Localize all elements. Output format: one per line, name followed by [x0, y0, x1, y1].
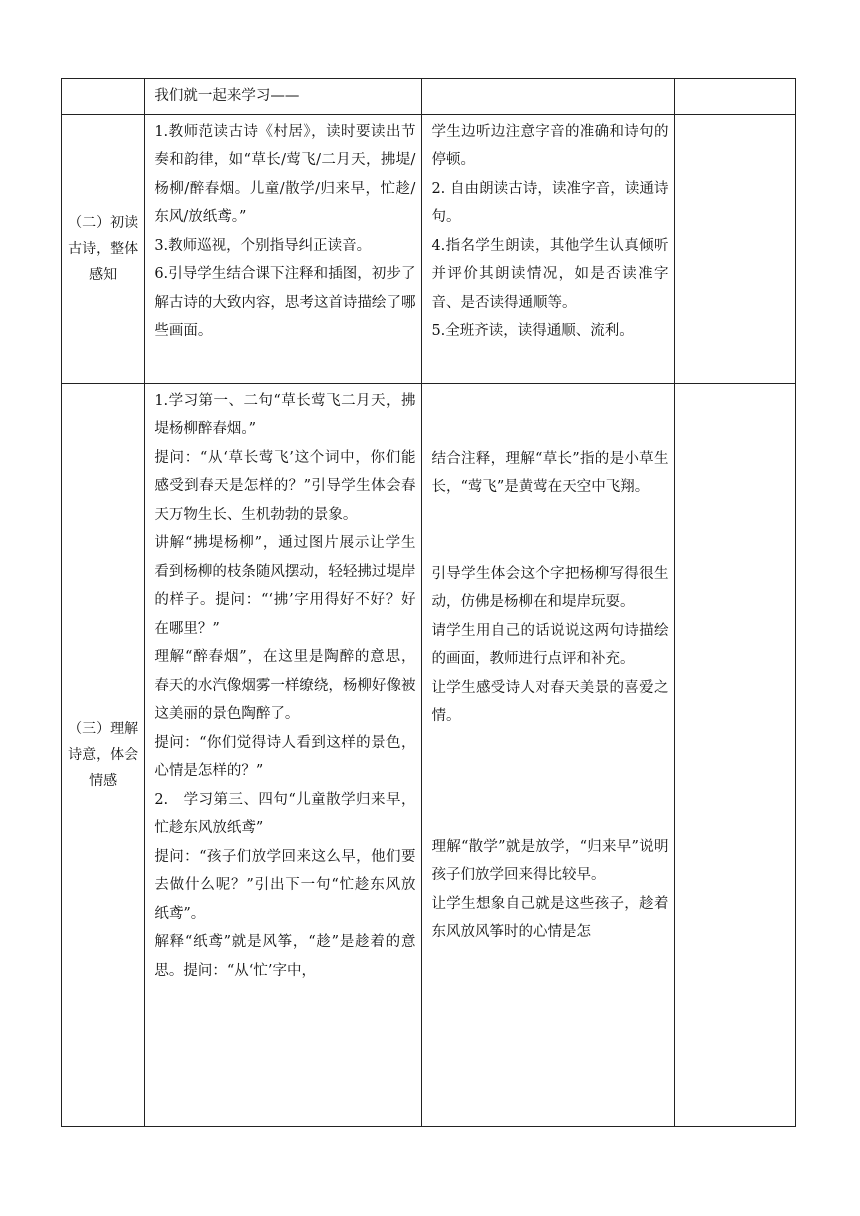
- teacher-activity-text: 1.学习第一、二句“草长莺飞二月天，拂堤杨柳醉春烟。”: [154, 392, 416, 437]
- stage-cell: [62, 383, 145, 1127]
- student-activity-text: 让学生感受诗人对春天美景的喜爱之情。: [431, 679, 669, 724]
- student-activity-cell: [422, 114, 675, 383]
- teacher-activity-cell: [145, 79, 422, 115]
- student-activity-text: 请学生用自己的话说说这两句诗描绘的画面，教师进行点评和补充。: [431, 622, 669, 667]
- student-activity-text: 学生边听边注意字音的准确和诗句的停顿。: [431, 123, 669, 168]
- teacher-activity-text: 3.教师巡视，个别指导纠正读音。: [154, 237, 372, 254]
- stage-label: （二）初读古诗，整体感知: [68, 214, 139, 283]
- teacher-activity-text: 6.引导学生结合课下注释和插图，初步了解古诗的大致内容，思考这首诗描绘了哪些画面。: [154, 266, 416, 339]
- student-activity-cell: [422, 383, 675, 1127]
- teacher-activity-text: 解释“纸鸢”就是风筝，“趁”是趁着的意思。提问：“从‘忙’字中，: [154, 934, 416, 979]
- stage-cell: [62, 79, 145, 115]
- student-activity-text: 让学生想象自己就是这些孩子，趁着东风放风筝时的心情是怎: [431, 895, 669, 940]
- spacer: [431, 387, 668, 445]
- student-activity-text: 理解“散学”就是放学，“归来早”说明孩子们放学回来得比较早。: [431, 838, 669, 883]
- teacher-activity-text: 提问：“从‘草长莺飞’这个词中，你们能感受到春天是怎样的？”引导学生体会春天万物生长、生机勃勃的景象。: [154, 449, 416, 523]
- teacher-activity-text: 理解“醉春烟”，在这里是陶醉的意思，春天的水汽像烟雾一样缭绕，杨柳好像被这美丽的景色陶醉了。: [154, 649, 416, 722]
- spacer: [431, 731, 668, 833]
- lesson-plan-table: [61, 78, 796, 1127]
- teacher-activity-text: 1.教师范读古诗《村居》，读时要读出节奏和韵律，如“草长/莺飞/二月天，拂堤/杨柳/醉春烟。儿童/散学/归来早，忙趁/东风/放纸鸢。”: [154, 123, 416, 225]
- student-activity-cell: [422, 79, 675, 115]
- teacher-activity-text: 提问：“你们觉得诗人看到这样的景色，心情是怎样的？”: [154, 734, 416, 779]
- teacher-activity-text: 我们就一起来学习——: [154, 88, 300, 104]
- note-cell: [675, 114, 796, 383]
- stage-cell: [62, 114, 145, 383]
- table-row: [62, 383, 796, 1127]
- teacher-activity-text: 提问：“孩子们放学回来这么早，他们要去做什么呢？”引出下一句“忙趁东风放纸鸢”。: [154, 848, 416, 922]
- note-cell: [675, 383, 796, 1127]
- stage-label: （三）理解诗意，体会情感: [68, 720, 139, 789]
- teacher-activity-text: 讲解“拂堤杨柳”，通过图片展示让学生看到杨柳的枝条随风摆动，轻轻拂过堤岸的样子。提问：“‘拂’字用得好不好？好在哪里？”: [154, 535, 416, 637]
- teacher-activity-cell: [145, 114, 422, 383]
- student-activity-text: 5.全班齐读，读得通顺、流利。: [431, 323, 634, 339]
- note-cell: [675, 79, 796, 115]
- teacher-activity-cell: [145, 383, 422, 1127]
- student-activity-text: 2. 自由朗读古诗，读准字音，读通诗句。: [431, 180, 669, 225]
- table-row: [62, 79, 796, 115]
- student-activity-text: 引导学生体会这个字把杨柳写得很生动，仿佛是杨柳在和堤岸玩耍。: [431, 565, 669, 610]
- student-activity-text: 结合注释，理解“草长”指的是小草生长，“莺飞”是黄莺在天空中飞翔。: [431, 450, 669, 495]
- student-activity-text: 4.指名学生朗读，其他学生认真倾听并评价其朗读情况，如是否读准字音、是否读得通顺等。: [431, 237, 669, 311]
- table-row: [62, 114, 796, 383]
- spacer: [431, 502, 668, 560]
- teacher-activity-text: 2. 学习第三、四句“儿童散学归来早，忙趁东风放纸鸢”: [154, 791, 416, 836]
